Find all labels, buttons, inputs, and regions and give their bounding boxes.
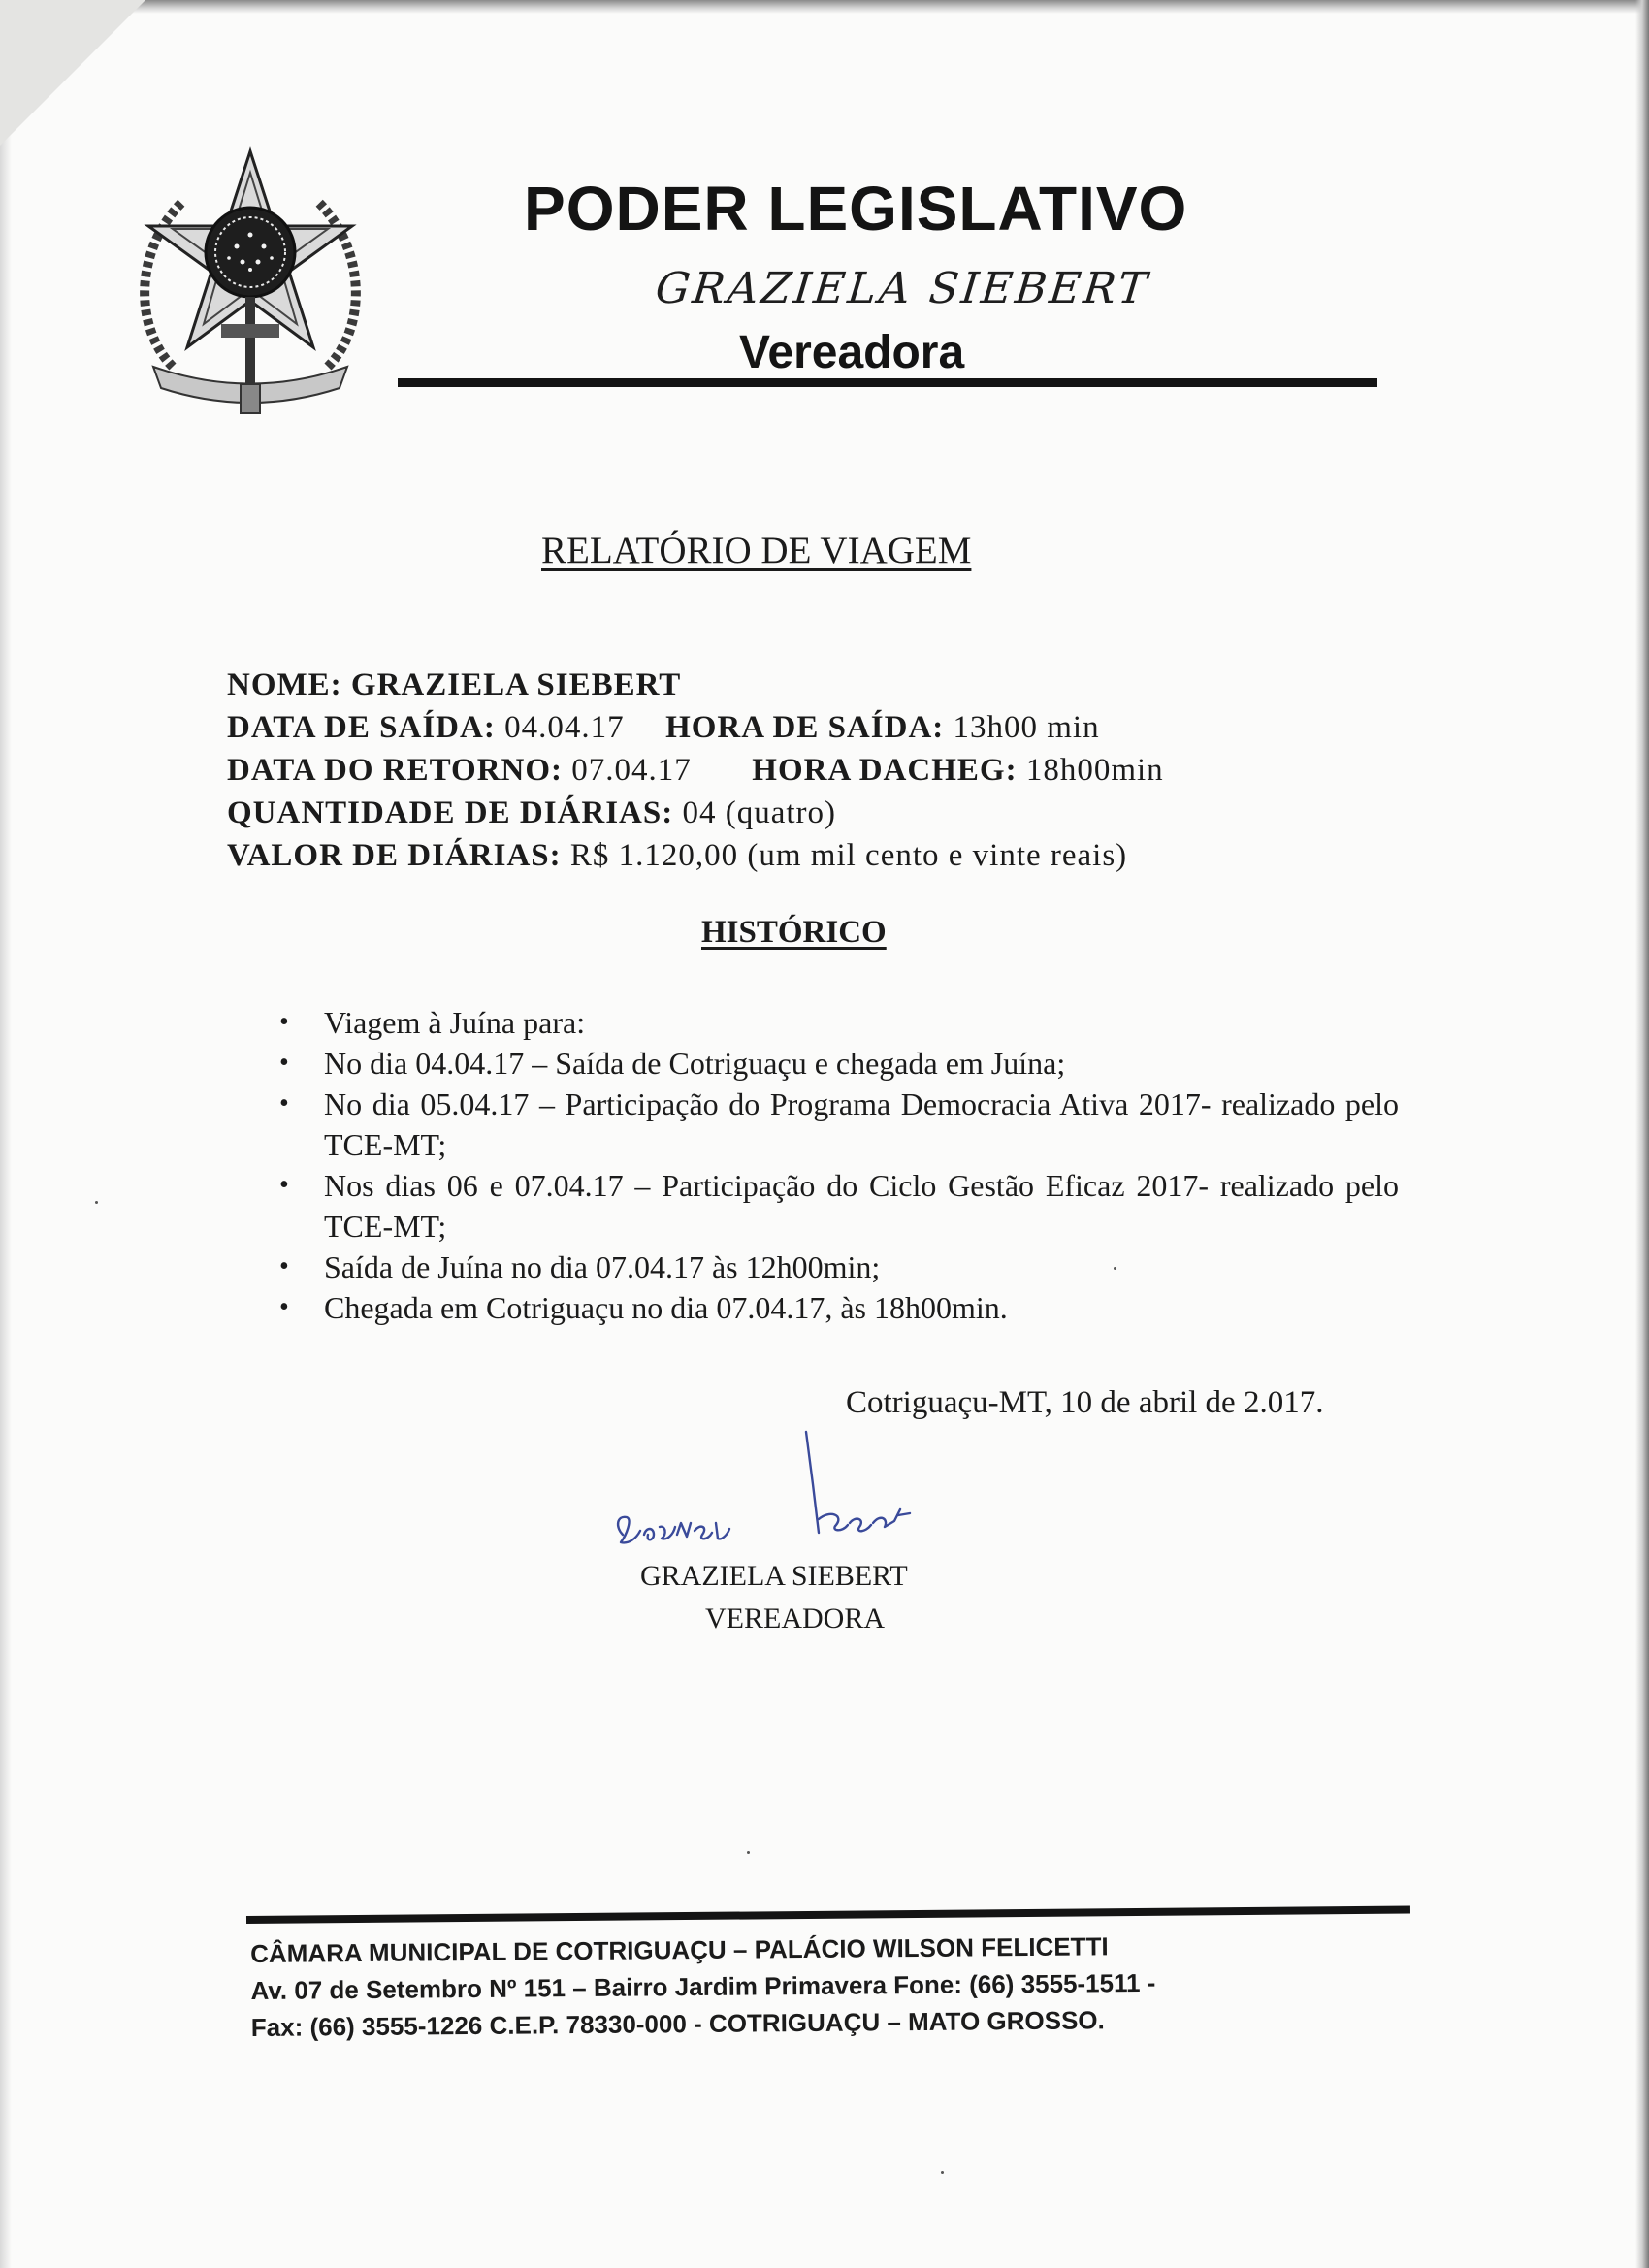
- historico-item: • Chegada em Cotriguaçu no dia 07.04.17, às 18h00min.: [274, 1287, 1399, 1328]
- valor-value: R$ 1.120,00 (um mil cento e vinte reais): [569, 838, 1128, 873]
- header-rule: [398, 378, 1377, 387]
- footer-line-3: Fax: (66) 3555-1226 C.E.P. 78330-000 - COTRIGUAÇU – MATO GROSSO.: [250, 2005, 1105, 2042]
- place-date: Cotriguaçu-MT, 10 de abril de 2.017.: [846, 1385, 1324, 1420]
- scan-speck: [1114, 1267, 1116, 1270]
- field-row-retorno: [227, 749, 1164, 792]
- historico-item: • No dia 04.04.17 – Saída de Cotriguaçu e chegada em Juína;: [274, 1043, 1399, 1084]
- historico-item: • Viagem à Juína para:: [274, 1002, 1399, 1043]
- historico-item: • Saída de Juína no dia 07.04.17 às 12h00min;: [274, 1247, 1399, 1287]
- data-saida-label: DATA DE SAÍDA:: [227, 710, 496, 745]
- signer-name: GRAZIELA SIEBERT: [640, 1560, 908, 1592]
- scan-edge-left: [0, 0, 12, 2268]
- historico-list: [274, 1002, 1399, 1328]
- field-row-nome: [227, 664, 1164, 706]
- header-name: GRAZIELA SIEBERT: [653, 264, 1152, 313]
- valor-label: VALOR DE DIÁRIAS:: [227, 838, 562, 873]
- scan-speck: [95, 1201, 98, 1204]
- data-retorno-value: 07.04.17: [571, 753, 692, 788]
- field-row-saida: [227, 706, 1164, 749]
- data-saida-value: 04.04.17: [504, 710, 625, 745]
- hora-chegada-label: HORA DACHEG:: [752, 753, 1018, 788]
- document-title: RELATÓRIO DE VIAGEM: [541, 530, 972, 571]
- field-row-valor: [227, 834, 1164, 877]
- hora-chegada-value: 18h00min: [1025, 753, 1164, 788]
- historico-item: • Nos dias 06 e 07.04.17 – Participação do Ciclo Gestão Eficaz 2017- realizado pelo TCE-MT;: [274, 1165, 1399, 1247]
- header-title: PODER LEGISLATIVO: [524, 174, 1188, 243]
- folded-corner: [0, 0, 146, 146]
- brazil-coat-of-arms-icon: [114, 134, 386, 425]
- nome-label: NOME:: [227, 667, 342, 702]
- scan-speck: [941, 2171, 944, 2174]
- data-retorno-label: DATA DO RETORNO:: [227, 753, 564, 788]
- historico-item: • No dia 05.04.17 – Participação do Programa Democracia Ativa 2017- realizado pelo TCE-MT;: [274, 1084, 1399, 1165]
- footer-line-2: Av. 07 de Setembro Nº 151 – Bairro Jardim Primavera Fone: (66) 3555-1511 -: [250, 1967, 1156, 2005]
- header-role: Vereadora: [739, 327, 965, 378]
- travel-fields: [227, 664, 1164, 877]
- hora-saida-label: HORA DE SAÍDA:: [665, 710, 945, 745]
- historico-title: HISTÓRICO: [701, 915, 887, 950]
- signer-role: VEREADORA: [705, 1603, 885, 1635]
- footer-line-1: CÂMARA MUNICIPAL DE COTRIGUAÇU – PALÁCIO WILSON FELICETTI: [250, 1931, 1109, 1968]
- quantidade-label: QUANTIDADE DE DIÁRIAS:: [227, 795, 674, 830]
- quantidade-value: 04 (quatro): [682, 795, 837, 830]
- hora-saida-value: 13h00 min: [953, 710, 1100, 745]
- footer-address: [250, 1925, 1435, 2046]
- field-row-quantidade: [227, 792, 1164, 834]
- footer-rule: [246, 1906, 1410, 1924]
- nome-value: GRAZIELA SIEBERT: [350, 667, 682, 702]
- scan-edge-right: [1635, 0, 1649, 2268]
- scan-speck: [747, 1851, 750, 1854]
- scan-edge-top: [0, 0, 1649, 14]
